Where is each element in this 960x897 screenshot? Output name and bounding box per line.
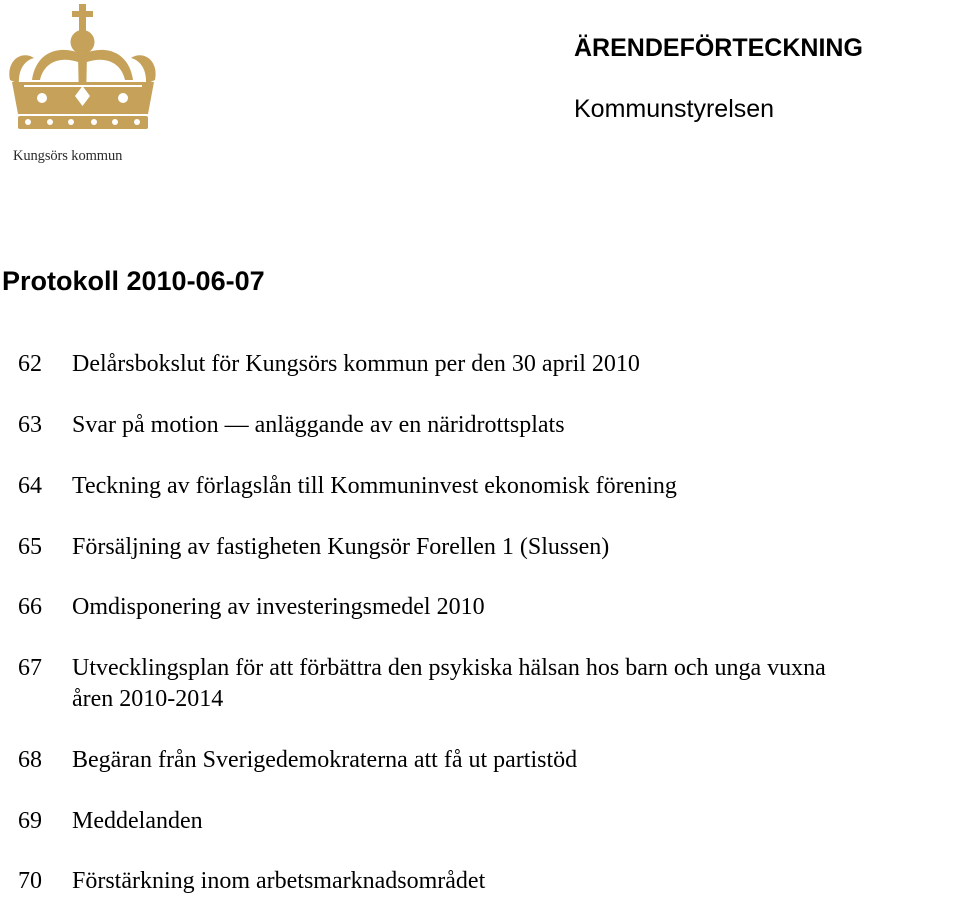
- agenda-item-number: 65: [18, 534, 42, 560]
- agenda-item-text: Förstärkning inom arbetsmarknadsområdet: [72, 868, 486, 894]
- agenda-item-text: Delårsbokslut för Kungsörs kommun per den 30 april 2010: [72, 351, 640, 377]
- protocol-heading: Protokoll 2010-06-07: [2, 266, 265, 296]
- kungsor-logo: [4, 2, 164, 170]
- agenda-item-number: 63: [18, 412, 42, 438]
- agenda-item-number: 69: [18, 808, 42, 834]
- agenda-item-number: 67: [18, 655, 42, 681]
- agenda-item-text: Omdisponering av investeringsmedel 2010: [72, 594, 485, 620]
- agenda-item-text: Svar på motion — anläggande av en näridrottsplats: [72, 412, 565, 438]
- agenda-item-number: 62: [18, 351, 42, 377]
- agenda-item-text: Försäljning av fastigheten Kungsör Forellen 1 (Slussen): [72, 534, 610, 560]
- agenda-item-number: 70: [18, 868, 42, 894]
- agenda-item-text: Begäran från Sverigedemokraterna att få ut partistöd: [72, 747, 578, 773]
- document-subtitle: Kommunstyrelsen: [574, 95, 775, 123]
- agenda-item-text: Utvecklingsplan för att förbättra den psykiska hälsan hos barn och unga vuxna åren 2010-2014: [72, 655, 826, 712]
- document-title: ÄRENDEFÖRTECKNING: [574, 34, 863, 62]
- agenda-item-number: 68: [18, 747, 42, 773]
- agenda-item-text: Teckning av förlagslån till Kommuninvest ekonomisk förening: [72, 473, 677, 499]
- agenda-item-text: Meddelanden: [72, 808, 203, 834]
- logo-caption: Kungsörs kommun: [13, 148, 123, 164]
- crown-icon: [4, 2, 164, 147]
- agenda-item-number: 66: [18, 594, 42, 620]
- agenda-item-number: 64: [18, 473, 42, 499]
